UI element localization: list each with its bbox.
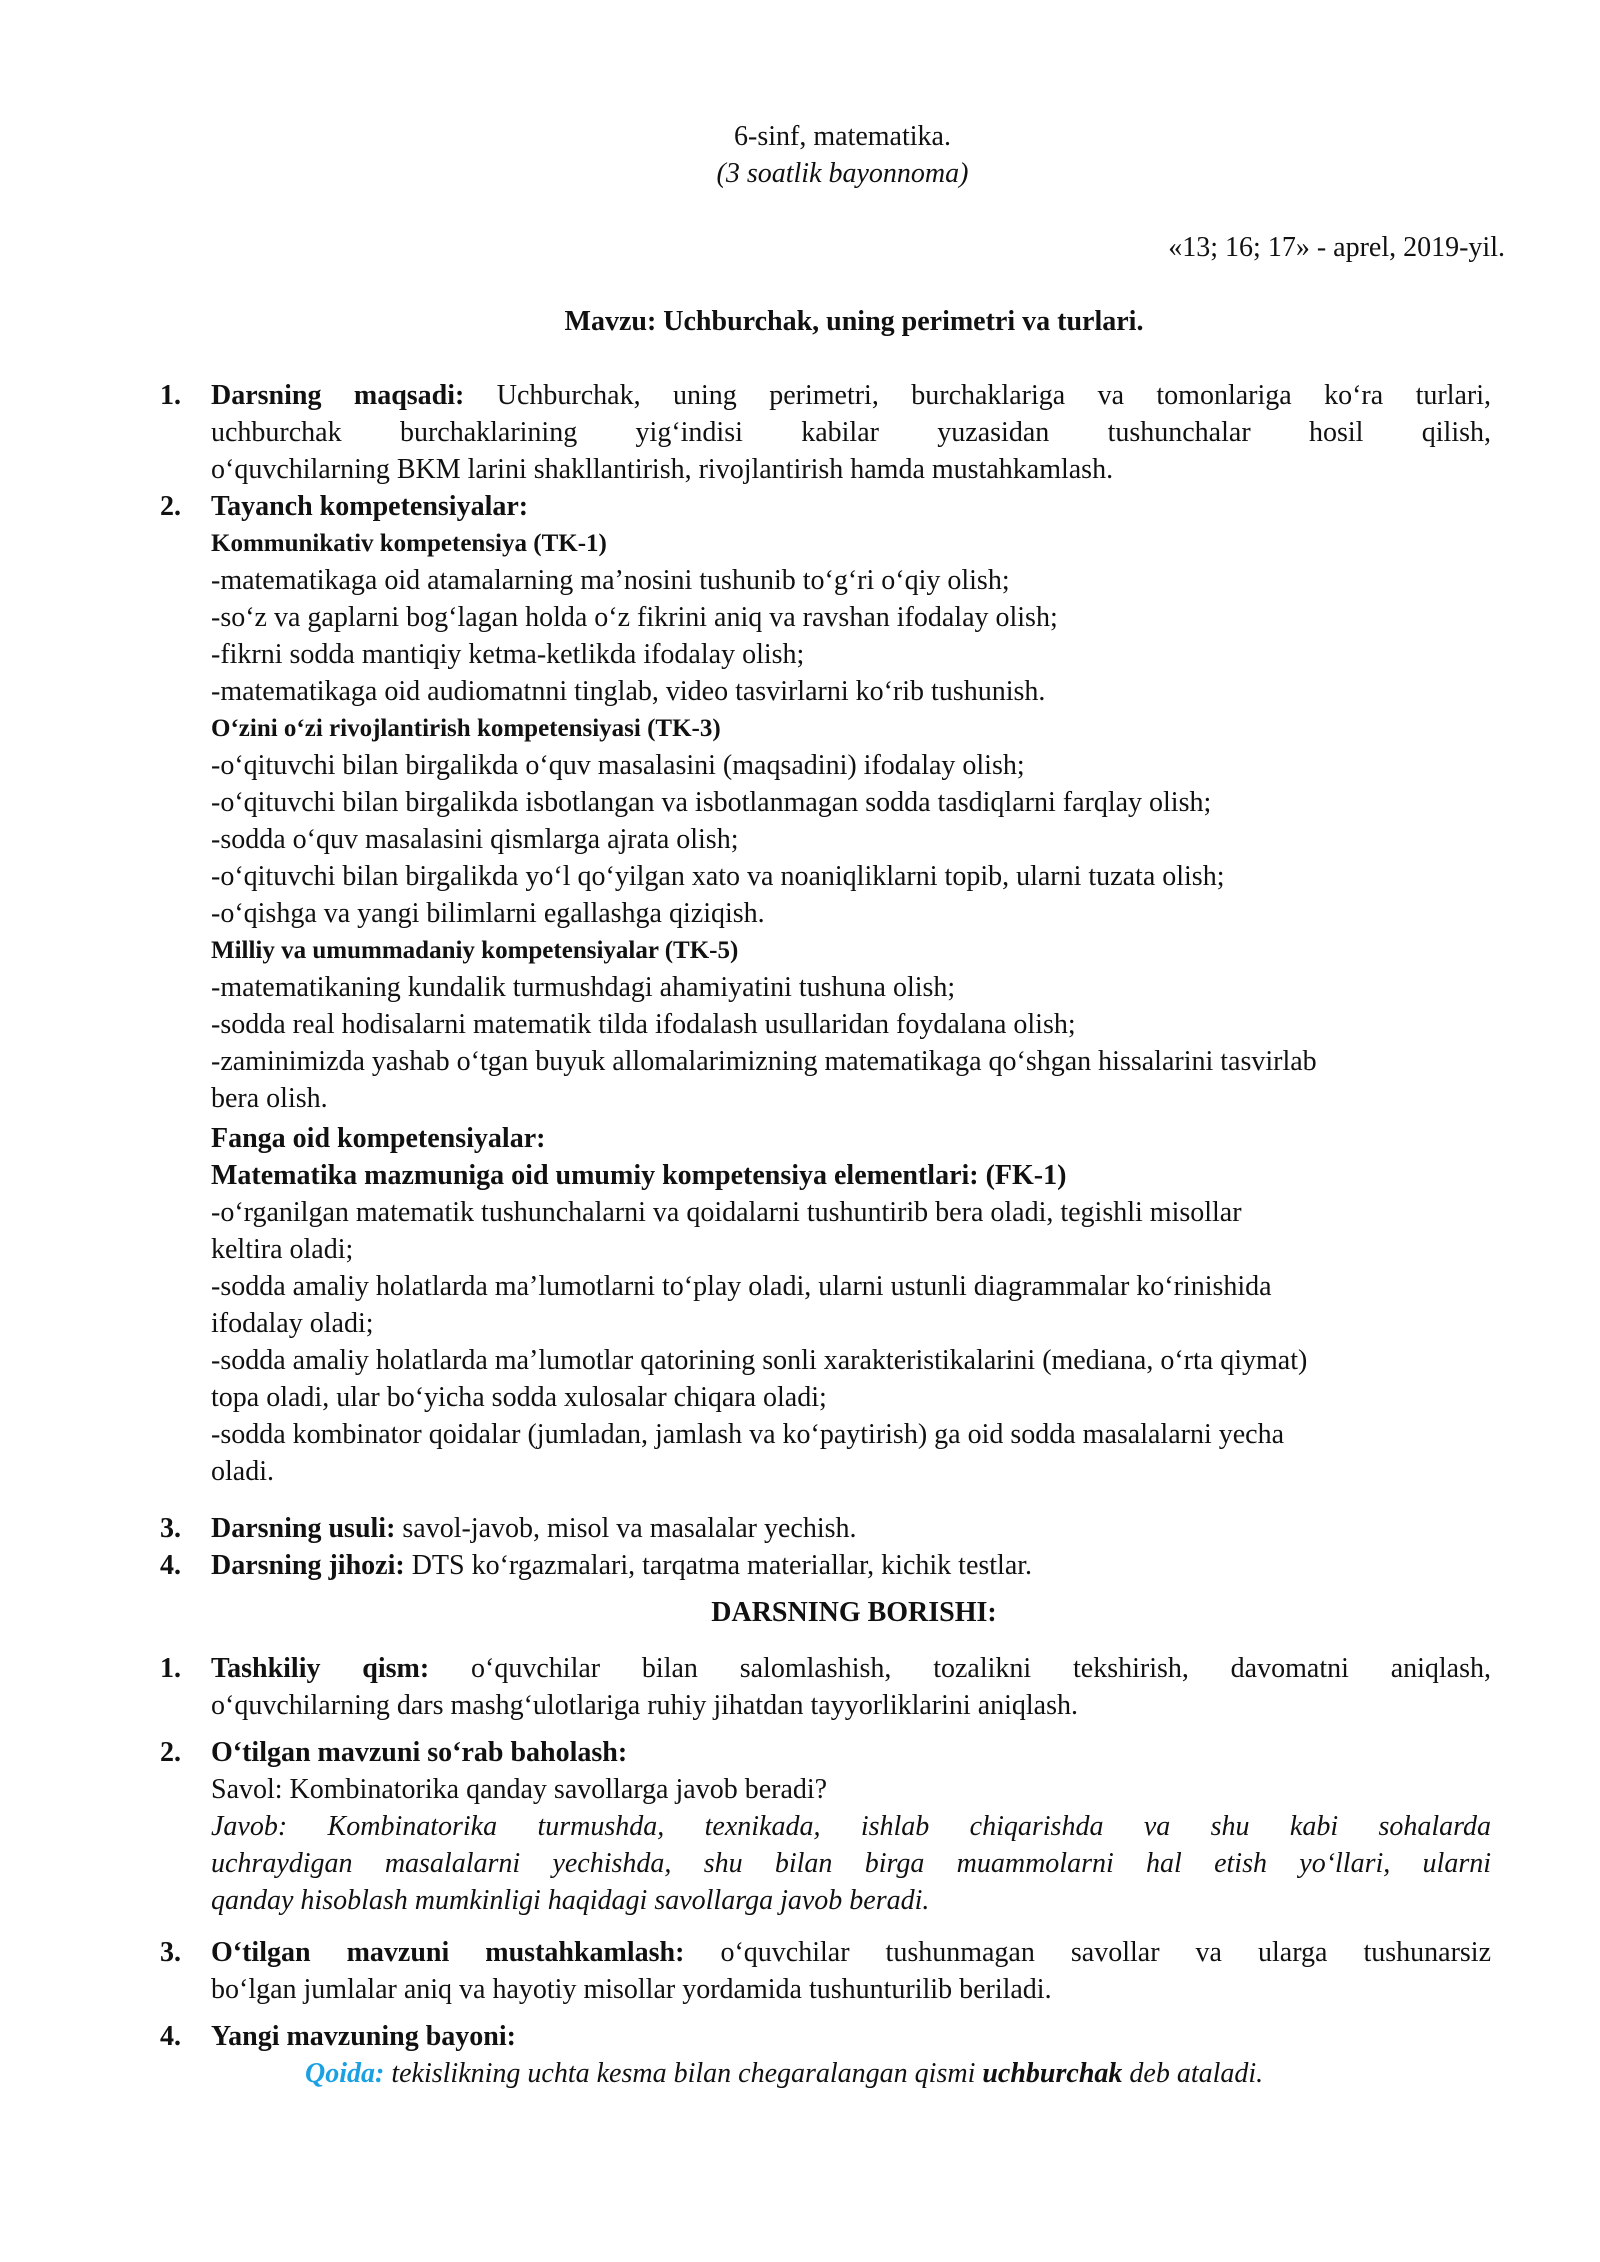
step2-label: Oʻtilgan mavzuni soʻrab baholash: bbox=[211, 1737, 628, 1768]
fk1-item: topa oladi, ular boʻyicha sodda xulosalar chiqara oladi; bbox=[211, 1382, 827, 1413]
step2-review bbox=[211, 1734, 1491, 1919]
step1-organization: Tashkiliy qism: oʻquvchilar bilan salomlashish, tozalikni tekshirish, davomatni aniqlash, oʻquvchilarning dars mashgʻulotlariga ruhiy jihatdan tayyorliklarini aniqlash. bbox=[211, 1650, 1491, 1724]
section4-number: 4. bbox=[160, 1550, 181, 1581]
lesson-date: «13; 16; 17» - aprel, 2019-yil. bbox=[1168, 232, 1505, 263]
lesson-heading: DARSNING BORISHI: bbox=[711, 1597, 997, 1628]
section2-label: Tayanch kompetensiyalar: bbox=[211, 491, 529, 522]
section3-number: 3. bbox=[160, 1513, 181, 1544]
tk3-item: -oʻqituvchi bilan birgalikda yoʻl qoʻyilgan xato va noaniqliklarni topib, ularni tuzata olish; bbox=[211, 861, 1225, 892]
tk5-item: -matematikaning kundalik turmushdagi ahamiyatini tushuna olish; bbox=[211, 972, 956, 1003]
rule-text-after: deb ataladi. bbox=[1129, 2058, 1264, 2089]
step3-number: 3. bbox=[160, 1937, 181, 1968]
step4-new-topic bbox=[211, 2018, 1491, 2055]
rule-label: Qoida: bbox=[305, 2058, 385, 2089]
tk5-item: -sodda real hodisalarni matematik tilda ifodalash usullaridan foydalana olish; bbox=[211, 1009, 1076, 1040]
section1-label: Darsning maqsadi: bbox=[211, 380, 465, 411]
tk1-item: -matematikaga oid audiomatnni tinglab, video tasvirlarni koʻrib tushunish. bbox=[211, 676, 1046, 707]
section3-method bbox=[211, 1510, 1491, 1547]
step1-label: Tashkiliy qism: bbox=[211, 1653, 430, 1684]
subject-competencies bbox=[211, 1120, 1491, 1490]
tk5-title: Milliy va umummadaniy kompetensiyalar (TK-5) bbox=[211, 937, 739, 964]
rule-term: uchburchak bbox=[982, 2058, 1123, 2089]
section1-goal bbox=[211, 377, 1491, 488]
step3-label: Oʻtilgan mavzuni mustahkamlash: bbox=[211, 1937, 685, 1968]
section4-equipment bbox=[211, 1547, 1491, 1584]
tk3-item: -oʻqishga va yangi bilimlarni egallashga qiziqish. bbox=[211, 898, 765, 929]
fk1-item: ifodalay oladi; bbox=[211, 1308, 374, 1339]
fk1-item: -sodda kombinator qoidalar (jumladan, jamlash va koʻpaytirish) ga oid sodda masalalarni yecha bbox=[211, 1419, 1285, 1450]
fk1-item: -sodda amaliy holatlarda ma’lumotlar qatorining sonli xarakteristikalarini (mediana, oʻrta qiymat) bbox=[211, 1345, 1308, 1376]
tk3-item: -oʻqituvchi bilan birgalikda isbotlangan va isbotlanmagan sodda tasdiqlarni farqlay olish; bbox=[211, 787, 1212, 818]
grade-subject: 6-sinf, matematika. bbox=[734, 121, 951, 152]
step4-number: 4. bbox=[160, 2021, 181, 2052]
fk1-item: keltira oladi; bbox=[211, 1234, 354, 1265]
tk5-item: -zaminimizda yashab oʻtgan buyuk allomalarimizning matematikaga qoʻshgan hissalarini tasvirlab bbox=[211, 1046, 1317, 1077]
fk-title: Fanga oid kompetensiyalar: bbox=[211, 1123, 546, 1154]
step2-answer-line: uchraydigan masalalarni yechishda, shu bilan birga muammolarni hal etish yoʻllari, ularni bbox=[211, 1848, 1491, 1879]
tk3-title: Oʻzini oʻzi rivojlantirish kompetensiyasi (TK-3) bbox=[211, 715, 721, 742]
plan-type: (3 soatlik bayonnoma) bbox=[716, 158, 969, 189]
section2-number: 2. bbox=[160, 491, 181, 522]
step2-answer-line: qanday hisoblash mumkinligi haqidagi savollarga javob beradi. bbox=[211, 1885, 930, 1916]
fk1-item: oladi. bbox=[211, 1456, 274, 1487]
rule-text-before: tekislikning uchta kesma bilan chegaralangan qismi bbox=[391, 2058, 976, 2089]
tk5-item: bera olish. bbox=[211, 1083, 328, 1114]
tk3-item: -sodda oʻquv masalasini qismlarga ajrata olish; bbox=[211, 824, 739, 855]
step2-number: 2. bbox=[160, 1737, 181, 1768]
section1-line: oʻquvchilarning BKM larini shakllantirish, rivojlantirish hamda mustahkamlash. bbox=[211, 454, 1114, 485]
fk1-title: Matematika mazmuniga oid umumiy kompetensiya elementlari: (FK-1) bbox=[211, 1160, 1067, 1191]
tk1-item: -soʻz va gaplarni bogʻlagan holda oʻz fikrini aniq va ravshan ifodalay olish; bbox=[211, 602, 1058, 633]
step3-reinforce: Oʻtilgan mavzuni mustahkamlash: oʻquvchilar tushunmagan savollar va ularga tushunarsiz boʻlgan jumlalar aniq va hayotiy misollar yordamida tushunturilib beriladi. bbox=[211, 1934, 1491, 2008]
section1-line: uchburchak burchaklarining yigʻindisi kabilar yuzasidan tushunchalar hosil qilish, bbox=[211, 417, 1491, 448]
step1-number: 1. bbox=[160, 1653, 181, 1684]
section3-label: Darsning usuli: bbox=[211, 1513, 396, 1544]
step3-line: boʻlgan jumlalar aniq va hayotiy misollar yordamida tushunturilib beriladi. bbox=[211, 1974, 1052, 2005]
tk1-item: -matematikaga oid atamalarning ma’nosini tushunib toʻgʻri oʻqiy olish; bbox=[211, 565, 1010, 596]
fk1-item: -sodda amaliy holatlarda ma’lumotlarni toʻplay oladi, ularni ustunli diagrammalar koʻrinishida bbox=[211, 1271, 1272, 1302]
section1-number: 1. bbox=[160, 380, 181, 411]
section4-label: Darsning jihozi: bbox=[211, 1550, 405, 1581]
tk1-title: Kommunikativ kompetensiya (TK-1) bbox=[211, 530, 607, 557]
section2-competencies bbox=[211, 488, 1491, 1117]
step1-line: oʻquvchilarning dars mashgʻulotlariga ruhiy jihatdan tayyorliklarini aniqlash. bbox=[211, 1690, 1079, 1721]
lesson-topic: Mavzu: Uchburchak, uning perimetri va turlari. bbox=[564, 306, 1144, 337]
step4-label: Yangi mavzuning bayoni: bbox=[211, 2021, 516, 2052]
fk1-item: -oʻrganilgan matematik tushunchalarni va qoidalarni tushuntirib bera oladi, tegishli misollar bbox=[211, 1197, 1242, 1228]
step2-answer-line: Javob: Kombinatorika turmushda, texnikada, ishlab chiqarishda va shu kabi sohalarda bbox=[211, 1811, 1491, 1842]
rule-statement bbox=[305, 2055, 1263, 2092]
step2-question: Savol: Kombinatorika qanday savollarga javob beradi? bbox=[211, 1774, 828, 1805]
tk1-item: -fikrni sodda mantiqiy ketma-ketlikda ifodalay olish; bbox=[211, 639, 805, 670]
section1-line: Darsning maqsadi: Uchburchak, uning perimetri, burchaklariga va tomonlariga koʻra turlari, bbox=[211, 380, 1492, 411]
section3-text: savol-javob, misol va masalalar yechish. bbox=[402, 1513, 857, 1544]
tk3-item: -oʻqituvchi bilan birgalikda oʻquv masalasini (maqsadini) ifodalay olish; bbox=[211, 750, 1025, 781]
section4-text: DTS koʻrgazmalari, tarqatma materiallar, kichik testlar. bbox=[411, 1550, 1033, 1581]
